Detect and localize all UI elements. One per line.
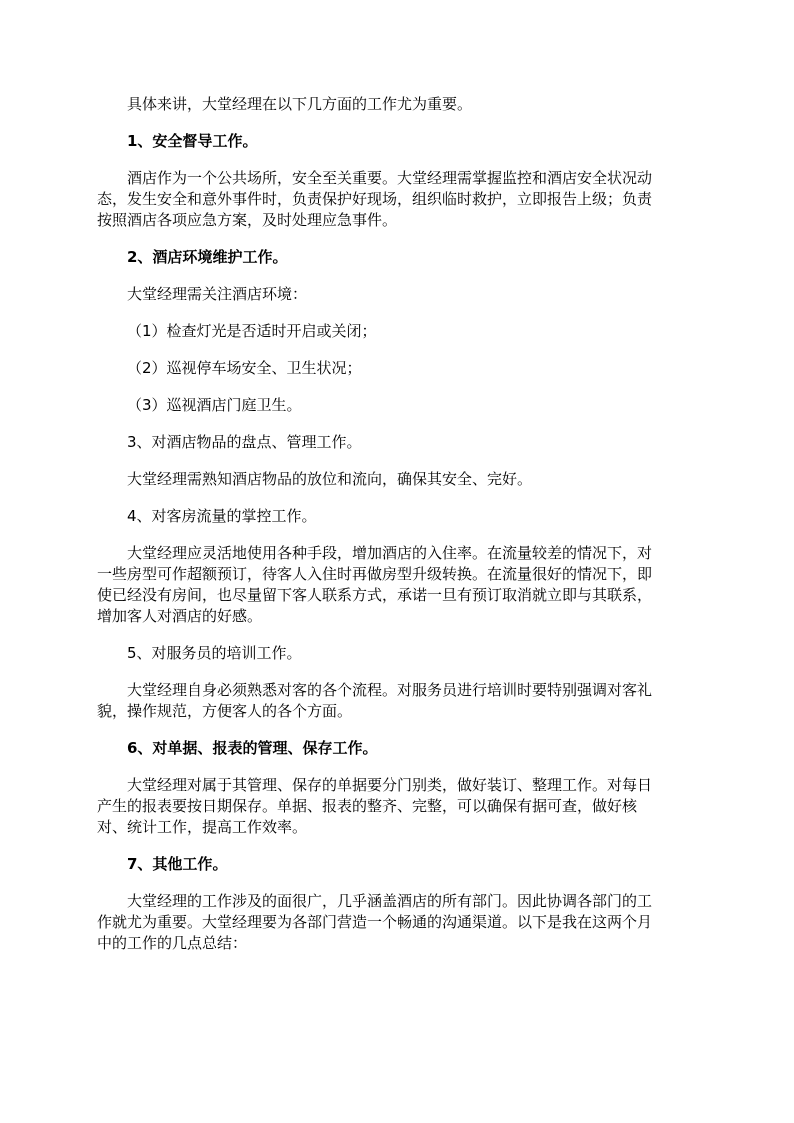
paragraph-line: 中的工作的几点总结： [97,934,248,952]
section-4-heading: 4、对客房流量的掌控工作。 [127,507,317,525]
section-3-paragraph: 大堂经理需熟知酒店物品的放位和流向，确保其安全、完好。 [127,470,533,488]
intro-text: 具体来讲，大堂经理在以下几方面的工作尤为重要。 [127,95,473,113]
section-1-heading: 1、安全督导工作。 [127,132,258,150]
section-2-item-3: （3）巡视酒店门庭卫生。 [127,396,302,414]
section-7-heading: 7、其他工作。 [127,855,228,873]
paragraph-line: 按照酒店各项应急方案，及时处理应急事件。 [97,211,398,229]
section-3-heading: 3、对酒店物品的盘点、管理工作。 [127,433,362,451]
section-2-item-2: （2）巡视停车场安全、卫生状况； [127,359,362,377]
section-6-paragraph [97,775,697,838]
paragraph-line: 作就尤为重要。大堂经理要为各部门营造一个畅通的沟通渠道。以下是我在这两个月 [97,913,653,931]
paragraph-line: 大堂经理的工作涉及的面很广，几乎涵盖酒店的所有部门。因此协调各部门的工 [127,892,653,910]
section-2-heading: 2、酒店环境维护工作。 [127,248,288,266]
section-4-paragraph [97,543,697,627]
paragraph-line: 态，发生安全和意外事件时，负责保护好现场，组织临时救护，立即报告上级；负责 [97,190,653,208]
paragraph-line: 产生的报表要按日期保存。单据、报表的整齐、完整，可以确保有据可查，做好核 [97,797,638,815]
section-1-paragraph [97,168,697,231]
paragraph-line: 一些房型可作超额预订，待客人入住时再做房型升级转换。在流量很好的情况下，即 [97,565,653,583]
section-5-heading: 5、对服务员的培训工作。 [127,644,302,662]
paragraph-line: 酒店作为一个公共场所，安全至关重要。大堂经理需掌握监控和酒店安全状况动 [127,169,653,187]
paragraph-line: 大堂经理对属于其管理、保存的单据要分门别类，做好装订、整理工作。对每日 [127,776,653,794]
paragraph-line: 大堂经理自身必须熟悉对客的各个流程。对服务员进行培训时要特别强调对客礼 [127,681,653,699]
paragraph-line: 对、统计工作，提高工作效率。 [97,818,308,836]
document-body [97,94,697,970]
section-2-item-1: （1）检查灯光是否适时开启或关闭； [127,322,377,340]
paragraph-line: 增加客人对酒店的好感。 [97,607,263,625]
section-6-heading: 6、对单据、报表的管理、保存工作。 [127,739,378,757]
section-7-paragraph [97,891,697,954]
section-5-paragraph [97,680,697,722]
paragraph-line: 大堂经理应灵活地使用各种手段，增加酒店的入住率。在流量较差的情况下，对 [127,544,653,562]
paragraph-line: 貌，操作规范，方便客人的各个方面。 [97,702,353,720]
paragraph-line: 使已经没有房间，也尽量留下客人联系方式，承诺一旦有预订取消就立即与其联系， [97,586,653,604]
section-2-intro: 大堂经理需关注酒店环境： [127,285,308,303]
